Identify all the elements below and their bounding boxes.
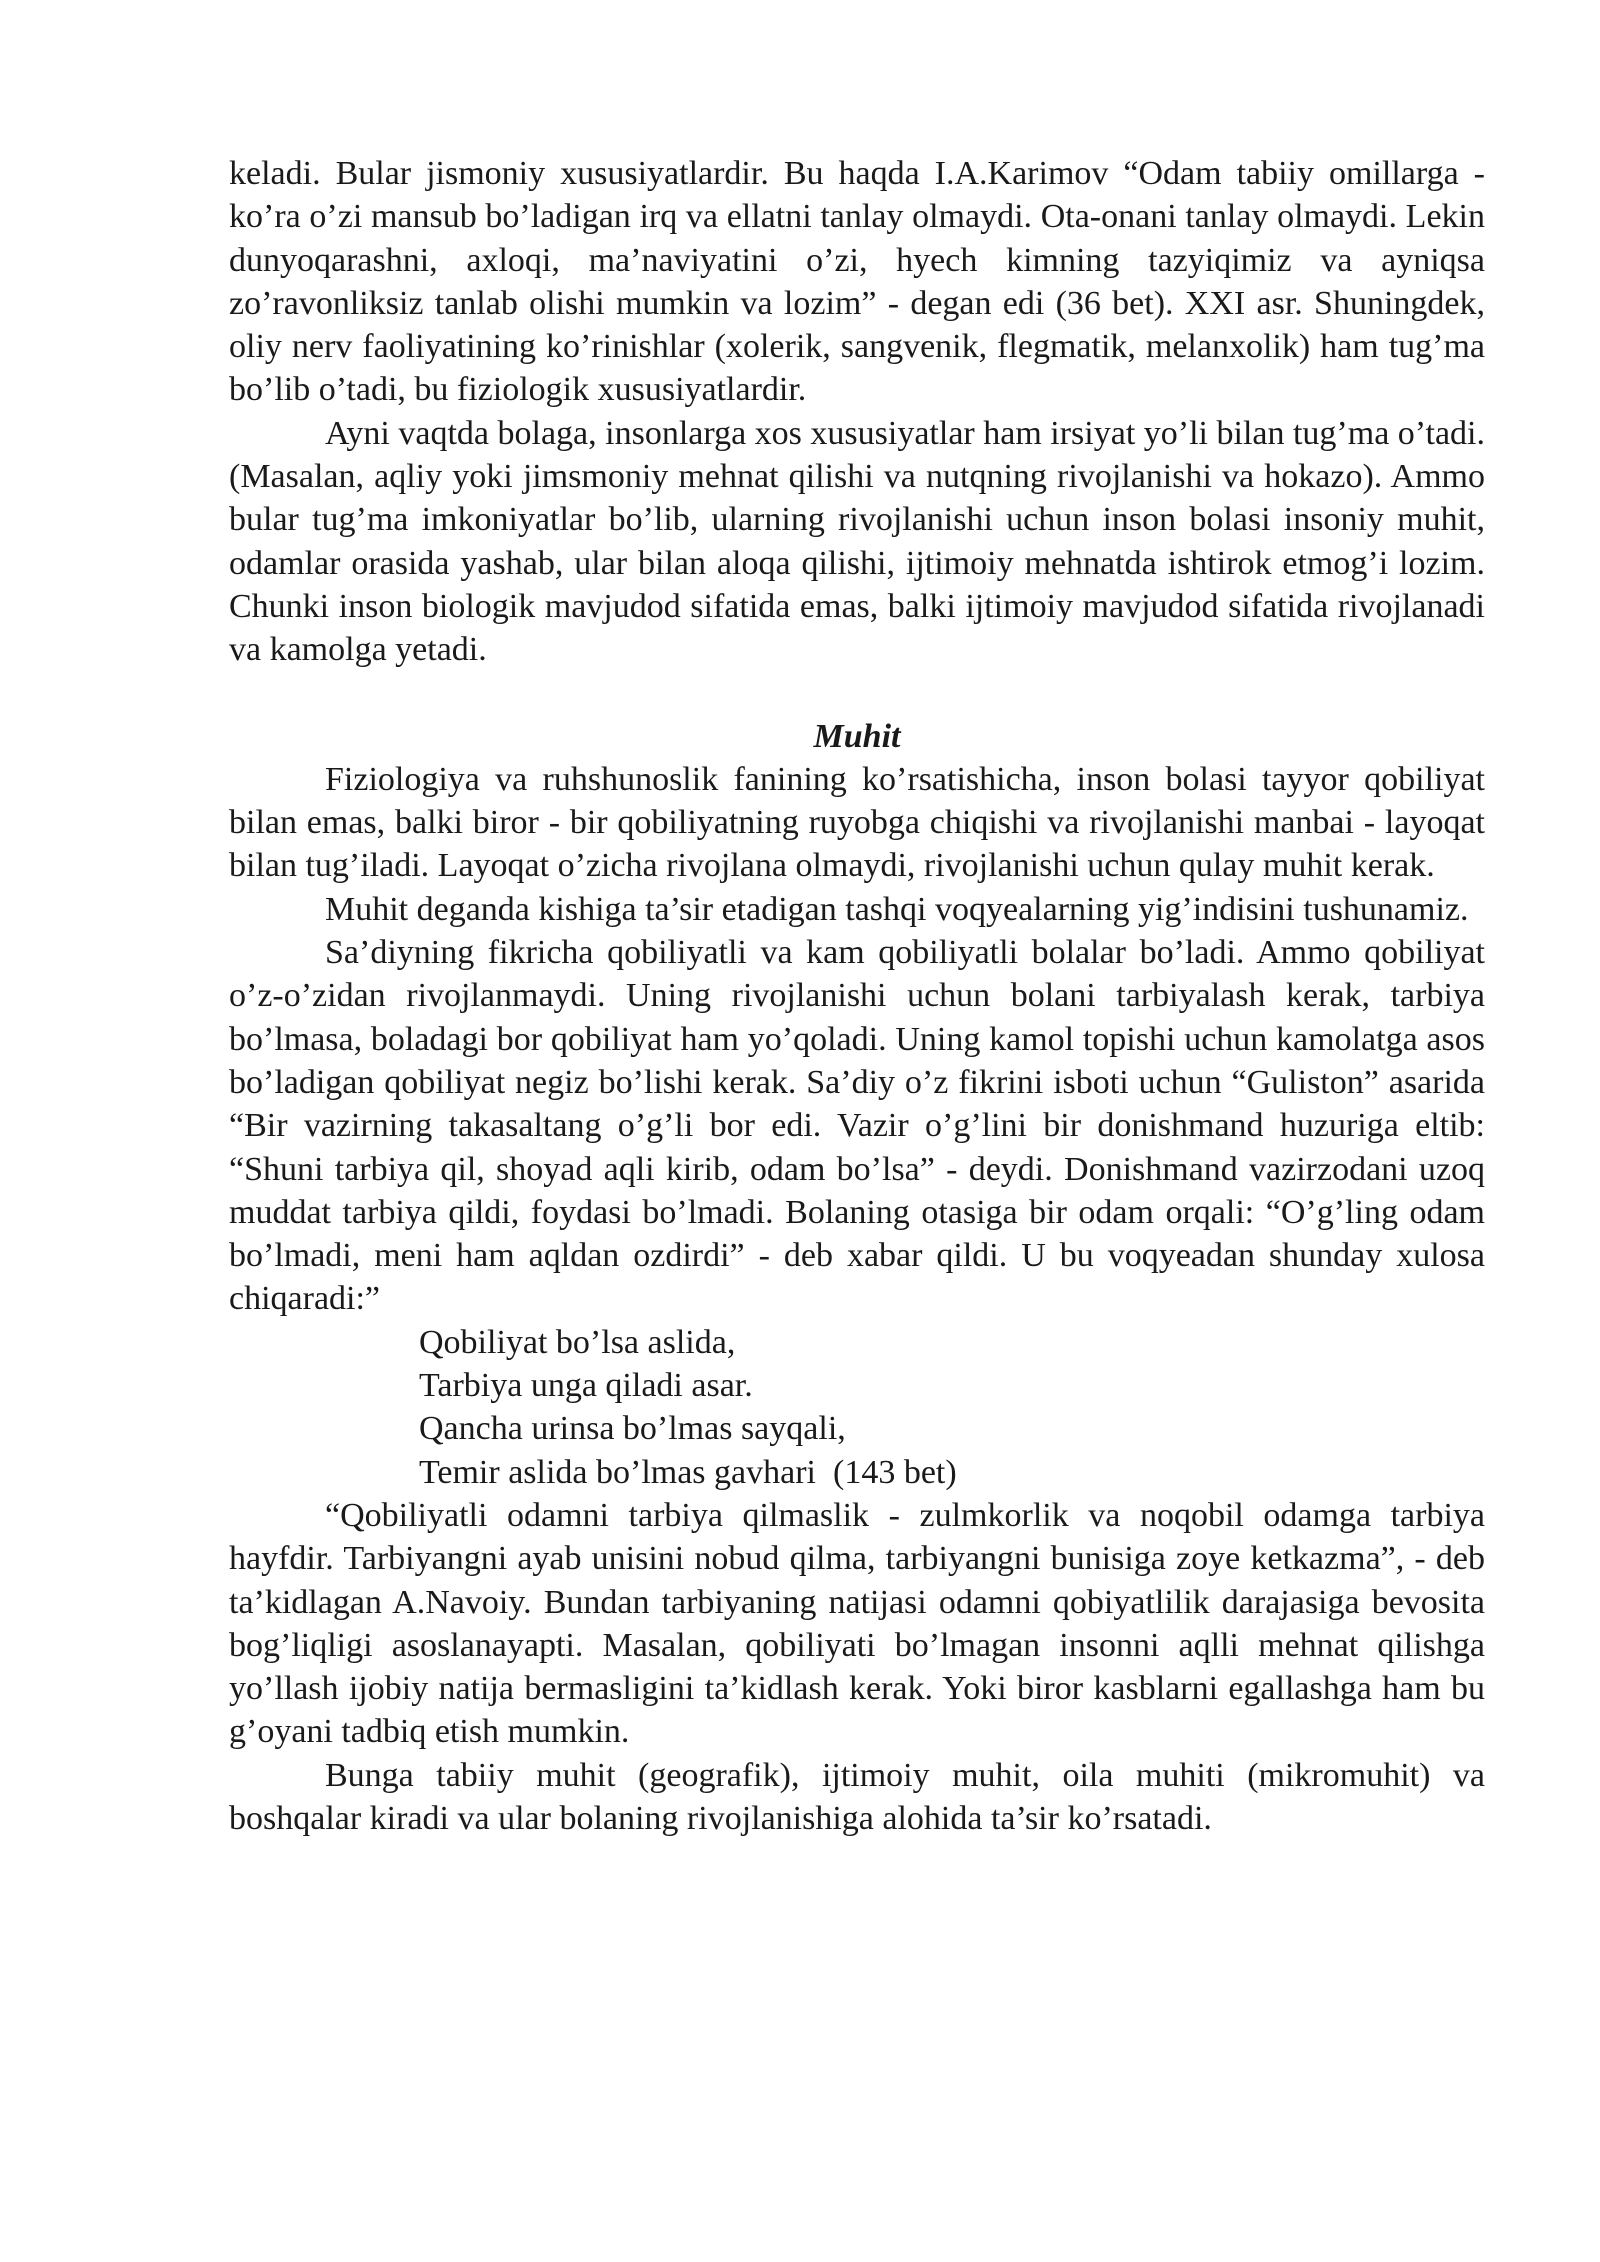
poem-line: Tarbiya unga qiladi asar. bbox=[419, 1367, 753, 1405]
paragraph-sadiy: Sa’diyning fikricha qobiliyatli va kam qobiliyatli bolalar bo’ladi. Ammo qobiliyat o’z-o’zidan rivojlanmaydi. Uning rivojlanishi uchun bolani tarbiyalash kerak, tarbiya bo’lmasa, boladagi bor qobiliyat ham yo’qoladi. Uning kamol topishi uchun kamolatga asos bo’ladigan qobiliyat negiz bo’lishi kerak. Sa’diy o’z fikrini isboti uchun “Guliston” asarida “Bir vazirning takasaltang o’g’li bor edi. Vazir o’g’lini bir donishmand huzuriga eltib: “Shuni tarbiya qil, shoyad aqli kirib, odam bo’lsa” - deydi. Donishmand vazirzodani uzoq muddat tarbiya qildi, foydasi bo’lmadi. Bolaning otasiga bir odam orqali: “O’g’ling odam bo’lmadi, meni ham aqldan ozdirdi” - deb xabar qildi. U bu voqyeadan shunday xulosa chiqaradi:” bbox=[229, 934, 1485, 1318]
poem-line: Qancha urinsa bo’lmas sayqali, bbox=[419, 1410, 846, 1448]
document-page bbox=[229, 152, 1485, 1840]
poem-line: Qobiliyat bo’lsa aslida, bbox=[419, 1323, 736, 1361]
paragraph-physiology: Fiziologiya va ruhshunoslik fanining ko’rsatishicha, inson bolasi tayyor qobiliyat bilan emas, balki biror - bir qobiliyatning ruyobga chiqishi va rivojlanishi manbai - layoqat bilan tug’iladi. Layoqat o’zicha rivojlana olmaydi, rivojlanishi uchun qulay muhit kerak. bbox=[229, 760, 1485, 885]
paragraph-environment-definition: Muhit deganda kishiga ta’sir etadigan tashqi voqyealarning yig’indisini tushunamiz. bbox=[325, 890, 1469, 928]
section-heading-muhit: Muhit bbox=[813, 717, 901, 755]
poem-block bbox=[229, 1321, 1485, 1494]
paragraph-karimov-quote: keladi. Bular jismoniy xususiyatlardir. Bu haqda I.A.Karimov “Odam tabiiy omillarga - ko’ra o’zi mansub bo’ladigan irq va ellatni tanlay olmaydi. Ota-onani tanlay olmaydi. Lekin dunyoqarashni, axloqi, ma’naviyatini o’zi, hyech kimning tazyiqimiz va ayniqsa zo’ravonliksiz tanlab olishi mumkin va lozim” - degan edi (36 bet). XXI asr. Shuningdek, oliy nerv faoliyatining ko’rinishlar (xolerik, sangvenik, flegmatik, melanxolik) ham tug’ma bo’lib o’tadi, bu fiziologik xususiyatlardir. bbox=[229, 155, 1485, 409]
paragraph-environment-types: Bunga tabiiy muhit (geografik), ijtimoiy muhit, oila muhiti (mikromuhit) va boshqalar kiradi va ular bolaning rivojlanishiga alohida ta’sir ko’rsatadi. bbox=[229, 1756, 1485, 1837]
poem-line: Temir aslida bo’lmas gavhari (143 bet) bbox=[419, 1453, 957, 1491]
paragraph-navoiy: “Qobiliyatli odamni tarbiya qilmaslik - zulmkorlik va noqobil odamga tarbiya hayfdir. Tarbiyangni ayab unisini nobud qilma, tarbiyangni bunisiga zoye ketkazma”, - deb ta’kidlagan A.Navoiy. Bundan tarbiyaning natijasi odamni qobiyatlilik darajasiga bevosita bog’liqligi asoslanayapti. Masalan, qobiliyati bo’lmagan insonni aqlli mehnat qilishga yo’llash ijobiy natija bermasligini ta’kidlash kerak. Yoki biror kasblarni egallashga ham bu g’oyani tadbiq etish mumkin. bbox=[229, 1496, 1485, 1751]
paragraph-heredity: Ayni vaqtda bolaga, insonlarga xos xususiyatlar ham irsiyat yo’li bilan tug’ma o’tadi. (Masalan, aqliy yoki jimsmoniy mehnat qilishi va nutqning rivojlanishi va hokazo). Ammo bular tug’ma imkoniyatlar bo’lib, ularning rivojlanishi uchun inson bolasi insoniy muhit, odamlar orasida yashab, ular bilan aloqa qilishi, ijtimoiy mehnatda ishtirok etmog’i lozim. Chunki inson biologik mavjudod sifatida emas, balki ijtimoiy mavjudod sifatida rivojlanadi va kamolga yetadi. bbox=[229, 414, 1485, 669]
